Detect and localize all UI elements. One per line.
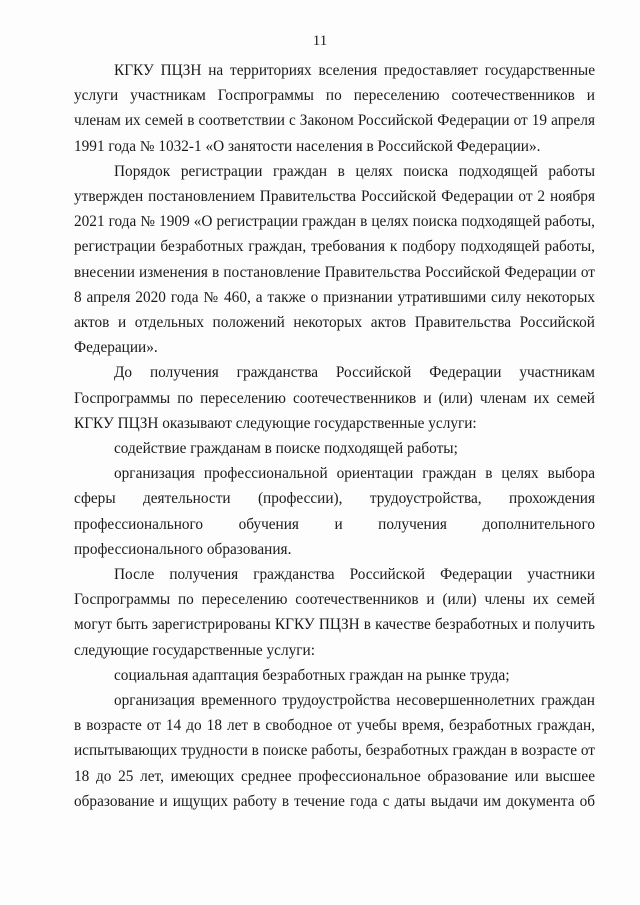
list-item-social-adaptation: социальная адаптация безработных граждан на рынке труда; bbox=[114, 666, 510, 684]
list-item-job-search-assistance: содействие гражданам в поиске подходящей работы; bbox=[114, 440, 458, 458]
paragraph-before-citizenship: До получения гражданства Российской Федерации участникам Госпрограммы по переселению соотечественников и (или) членам их семей КГКУ ПЦЗН оказывают следующие государственные услуги: bbox=[74, 364, 595, 432]
list-item-temporary-employment: организация временного трудоустройства несовершеннолетних граждан в возрасте от 14 до 18 лет в свободное от учебы время, безработных граждан, испытывающих трудности в поиске работы, безработных граждан в возрасте от 18 до 25 лет, имеющих среднее профессиональное образование или высшее образование и ищущих работу в течение года с даты выдачи им документа об bbox=[74, 692, 595, 810]
list-item-career-guidance: организация профессиональной ориентации граждан в целях выбора сферы деятельности (профессии), трудоустройства, прохождения профессионального обучения и получения дополнительного профессионального образования. bbox=[74, 465, 595, 558]
paragraph-service-provision: КГКУ ПЦЗН на территориях вселения предоставляет государственные услуги участникам Госпрограммы по переселению соотечественников и членам их семей в соответствии с Законом Российской Федерации от 19 апреля 1991 года № 1032-1 «О занятости населения в Российской Федерации». bbox=[74, 62, 595, 155]
paragraph-after-citizenship: После получения гражданства Российской Федерации участники Госпрограммы по переселению соотечественников и (или) члены их семей могут быть зарегистрированы КГКУ ПЦЗН в качестве безработных и получить следующие государственные услуги: bbox=[74, 566, 595, 659]
page-number: 11 bbox=[312, 33, 328, 49]
paragraph-registration-procedure: Порядок регистрации граждан в целях поиска подходящей работы утвержден постановлением Правительства Российской Федерации от 2 ноября 2021 года № 1909 «О регистрации граждан в целях поиска подходящей работы, регистрации безработных граждан, требования к подбору подходящей работы, внесении изменения в постановление Правительства Российской Федерации от 8 апреля 2020 года № 460, а также о признании утратившими силу некоторых актов и отдельных положений некоторых актов Правительства Российской Федерации». bbox=[74, 162, 595, 357]
document-body bbox=[74, 58, 595, 814]
